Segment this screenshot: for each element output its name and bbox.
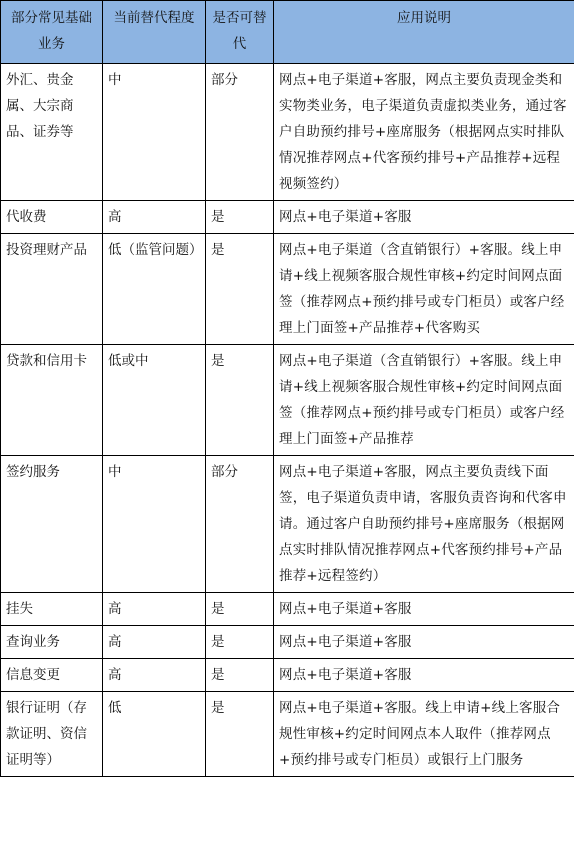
table-body xyxy=(1,64,574,777)
header-degree: 当前替代程度 xyxy=(103,1,206,64)
table-row xyxy=(1,201,574,234)
cell-replaceable: 是 xyxy=(206,626,274,659)
cell-replaceable: 是 xyxy=(206,593,274,626)
cell-business: 投资理财产品 xyxy=(1,234,103,345)
cell-degree: 高 xyxy=(103,626,206,659)
header-row xyxy=(1,1,574,64)
cell-degree: 高 xyxy=(103,593,206,626)
cell-replaceable: 是 xyxy=(206,234,274,345)
cell-description: 网点+电子渠道+客服 xyxy=(274,659,574,692)
table-row xyxy=(1,593,574,626)
cell-business: 代收费 xyxy=(1,201,103,234)
cell-description: 网点+电子渠道（含直销银行）+客服。线上申请+线上视频客服合规性审核+约定时间网点面签（推荐网点+预约排号或专门柜员）或客户经理上门面签+产品推荐+代客购买 xyxy=(274,234,574,345)
table-row xyxy=(1,234,574,345)
cell-business: 查询业务 xyxy=(1,626,103,659)
header-description: 应用说明 xyxy=(274,1,574,64)
cell-business: 签约服务 xyxy=(1,456,103,593)
header-replaceable: 是否可替代 xyxy=(206,1,274,64)
table-row xyxy=(1,659,574,692)
cell-business: 银行证明（存款证明、资信证明等） xyxy=(1,692,103,777)
cell-replaceable: 是 xyxy=(206,201,274,234)
cell-replaceable: 部分 xyxy=(206,456,274,593)
cell-description: 网点+电子渠道+客服 xyxy=(274,201,574,234)
header-business: 部分常见基础业务 xyxy=(1,1,103,64)
cell-replaceable: 是 xyxy=(206,659,274,692)
cell-description: 网点+电子渠道+客服。线上申请+线上客服合规性审核+约定时间网点本人取件（推荐网点+预约排号或专门柜员）或银行上门服务 xyxy=(274,692,574,777)
table-row xyxy=(1,64,574,201)
cell-replaceable: 是 xyxy=(206,692,274,777)
cell-degree: 低（监管问题） xyxy=(103,234,206,345)
cell-business: 外汇、贵金属、大宗商品、证券等 xyxy=(1,64,103,201)
table-row xyxy=(1,345,574,456)
cell-business: 贷款和信用卡 xyxy=(1,345,103,456)
cell-degree: 中 xyxy=(103,64,206,201)
cell-description: 网点+电子渠道（含直销银行）+客服。线上申请+线上视频客服合规性审核+约定时间网点面签（推荐网点+预约排号或专门柜员）或客户经理上门面签+产品推荐 xyxy=(274,345,574,456)
table-row xyxy=(1,626,574,659)
cell-description: 网点+电子渠道+客服 xyxy=(274,593,574,626)
cell-business: 挂失 xyxy=(1,593,103,626)
cell-degree: 高 xyxy=(103,201,206,234)
cell-replaceable: 部分 xyxy=(206,64,274,201)
cell-degree: 中 xyxy=(103,456,206,593)
cell-description: 网点+电子渠道+客服，网点主要负责现金类和实物类业务，电子渠道负责虚拟类业务，通过客户自助预约排号+座席服务（根据网点实时排队情况推荐网点+代客预约排号+产品推荐+远程视频签约） xyxy=(274,64,574,201)
cell-description: 网点+电子渠道+客服 xyxy=(274,626,574,659)
cell-description: 网点+电子渠道+客服，网点主要负责线下面签，电子渠道负责申请，客服负责咨询和代客申请。通过客户自助预约排号+座席服务（根据网点实时排队情况推荐网点+代客预约排号+产品推荐+远程签约） xyxy=(274,456,574,593)
cell-business: 信息变更 xyxy=(1,659,103,692)
table-row xyxy=(1,692,574,777)
cell-replaceable: 是 xyxy=(206,345,274,456)
table-header xyxy=(1,1,574,64)
cell-degree: 高 xyxy=(103,659,206,692)
table-row xyxy=(1,456,574,593)
cell-degree: 低 xyxy=(103,692,206,777)
cell-degree: 低或中 xyxy=(103,345,206,456)
